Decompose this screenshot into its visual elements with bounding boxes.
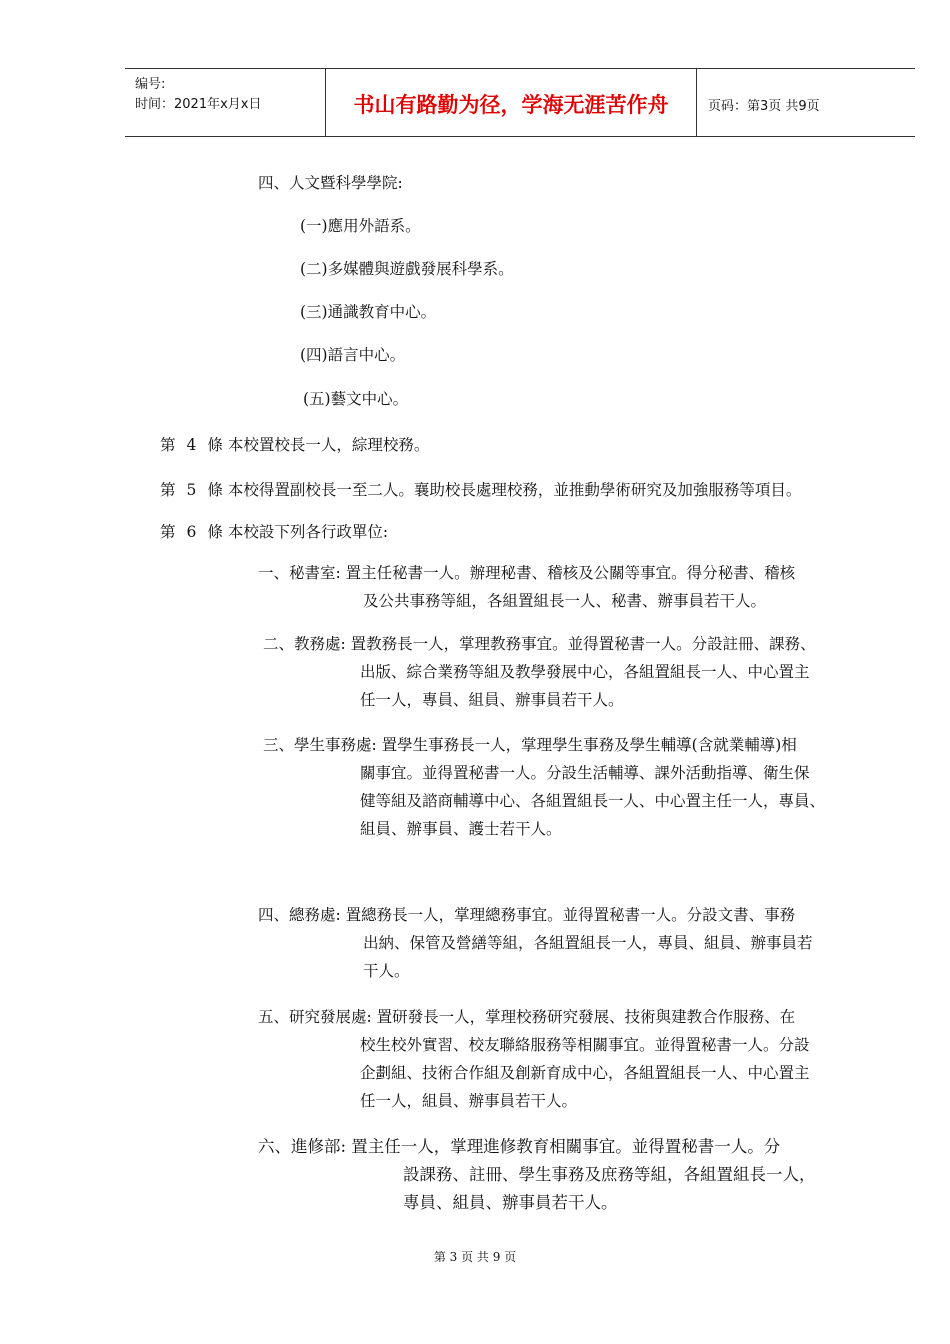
unit-line: 二、教務處: 置教務長一人，掌理教務事宜。並得置秘書一人。分設註冊、課務、 xyxy=(263,635,816,653)
header-page-cell xyxy=(696,69,915,136)
unit-line: 任一人，組員、辦事員若干人。 xyxy=(360,1092,578,1110)
unit-line: 干人。 xyxy=(363,962,410,980)
header-motto-cell xyxy=(325,69,697,136)
article-text: 本校設下列各行政單位: xyxy=(227,523,389,541)
article-prefix: 第 xyxy=(160,436,176,454)
article-prefix: 第 xyxy=(160,523,176,541)
article-prefix: 第 xyxy=(160,481,176,499)
unit-line: 六、進修部: 置主任一人，掌理進修教育相關事宜。並得置秘書一人。分 xyxy=(258,1137,781,1156)
article-5 xyxy=(160,478,801,500)
unit-line: 校生校外實習、校友聯絡服務等相關事宜。並得置秘書一人。分設 xyxy=(360,1036,810,1054)
page-label: 页码：第3页 共9页 xyxy=(708,99,820,114)
motto: 书山有路勤为径，学海无涯苦作舟 xyxy=(353,93,669,117)
college-item: (四)語言中心。 xyxy=(300,346,406,364)
article-number: 5 xyxy=(186,481,197,499)
unit-line: 任一人，專員、組員、辦事員若干人。 xyxy=(360,691,624,709)
article-number: 4 xyxy=(186,436,197,454)
page-header xyxy=(125,68,915,137)
unit-line: 五、研究發展處: 置研發長一人，掌理校務研究發展、技術與建教合作服務、在 xyxy=(258,1008,796,1026)
unit-line: 專員、組員、辦事員若干人。 xyxy=(403,1193,618,1212)
unit-line: 三、學生事務處: 置學生事務長一人，掌理學生事務及學生輔導(含就業輔導)相 xyxy=(263,736,797,754)
unit-line: 及公共事務等組，各組置組長一人、秘書、辦事員若干人。 xyxy=(363,592,767,610)
page-footer: 第 3 页 共 9 页 xyxy=(433,1250,517,1264)
college-item: (五)藝文中心。 xyxy=(303,390,409,408)
unit-line: 健等組及諮商輔導中心、各組置組長一人、中心置主任一人，專員、 xyxy=(360,792,826,810)
unit-line: 一、秘書室: 置主任秘書一人。辦理秘書、稽核及公關等事宜。得分秘書、稽核 xyxy=(258,564,796,582)
college-item: (三)通識教育中心。 xyxy=(300,303,437,321)
article-4 xyxy=(160,433,429,455)
article-suffix: 條 xyxy=(207,436,223,454)
article-suffix: 條 xyxy=(207,481,223,499)
number-label: 编号: xyxy=(135,77,166,92)
unit-line: 組員、辦事員、護士若干人。 xyxy=(360,820,562,838)
article-6 xyxy=(160,520,388,542)
article-number: 6 xyxy=(186,523,197,541)
header-meta xyxy=(125,69,325,136)
college-title: 四、人文暨科學學院: xyxy=(258,174,403,192)
unit-line: 出版、綜合業務等組及教學發展中心，各組置組長一人、中心置主 xyxy=(360,663,810,681)
college-item: (一)應用外語系。 xyxy=(300,217,421,235)
article-text: 本校置校長一人，綜理校務。 xyxy=(227,436,430,454)
unit-line: 出納、保管及營繕等組，各組置組長一人，專員、組員、辦事員若 xyxy=(363,934,813,952)
article-suffix: 條 xyxy=(207,523,223,541)
unit-line: 企劃組、技術合作組及創新育成中心，各組置組長一人、中心置主 xyxy=(360,1064,810,1082)
article-text: 本校得置副校長一至二人。襄助校長處理校務，並推動學術研究及加強服務等項目。 xyxy=(227,481,802,499)
unit-line: 設課務、註冊、學生事務及庶務等組，各組置組長一人， xyxy=(403,1165,816,1184)
college-item: (二)多媒體與遊戲發展科學系。 xyxy=(300,260,514,278)
unit-line: 四、總務處: 置總務長一人，掌理總務事宜。並得置秘書一人。分設文書、事務 xyxy=(258,906,796,924)
unit-line: 關事宜。並得置秘書一人。分設生活輔導、課外活動指導、衛生保 xyxy=(360,764,810,782)
time-label: 时间：2021年x月x日 xyxy=(135,97,262,112)
